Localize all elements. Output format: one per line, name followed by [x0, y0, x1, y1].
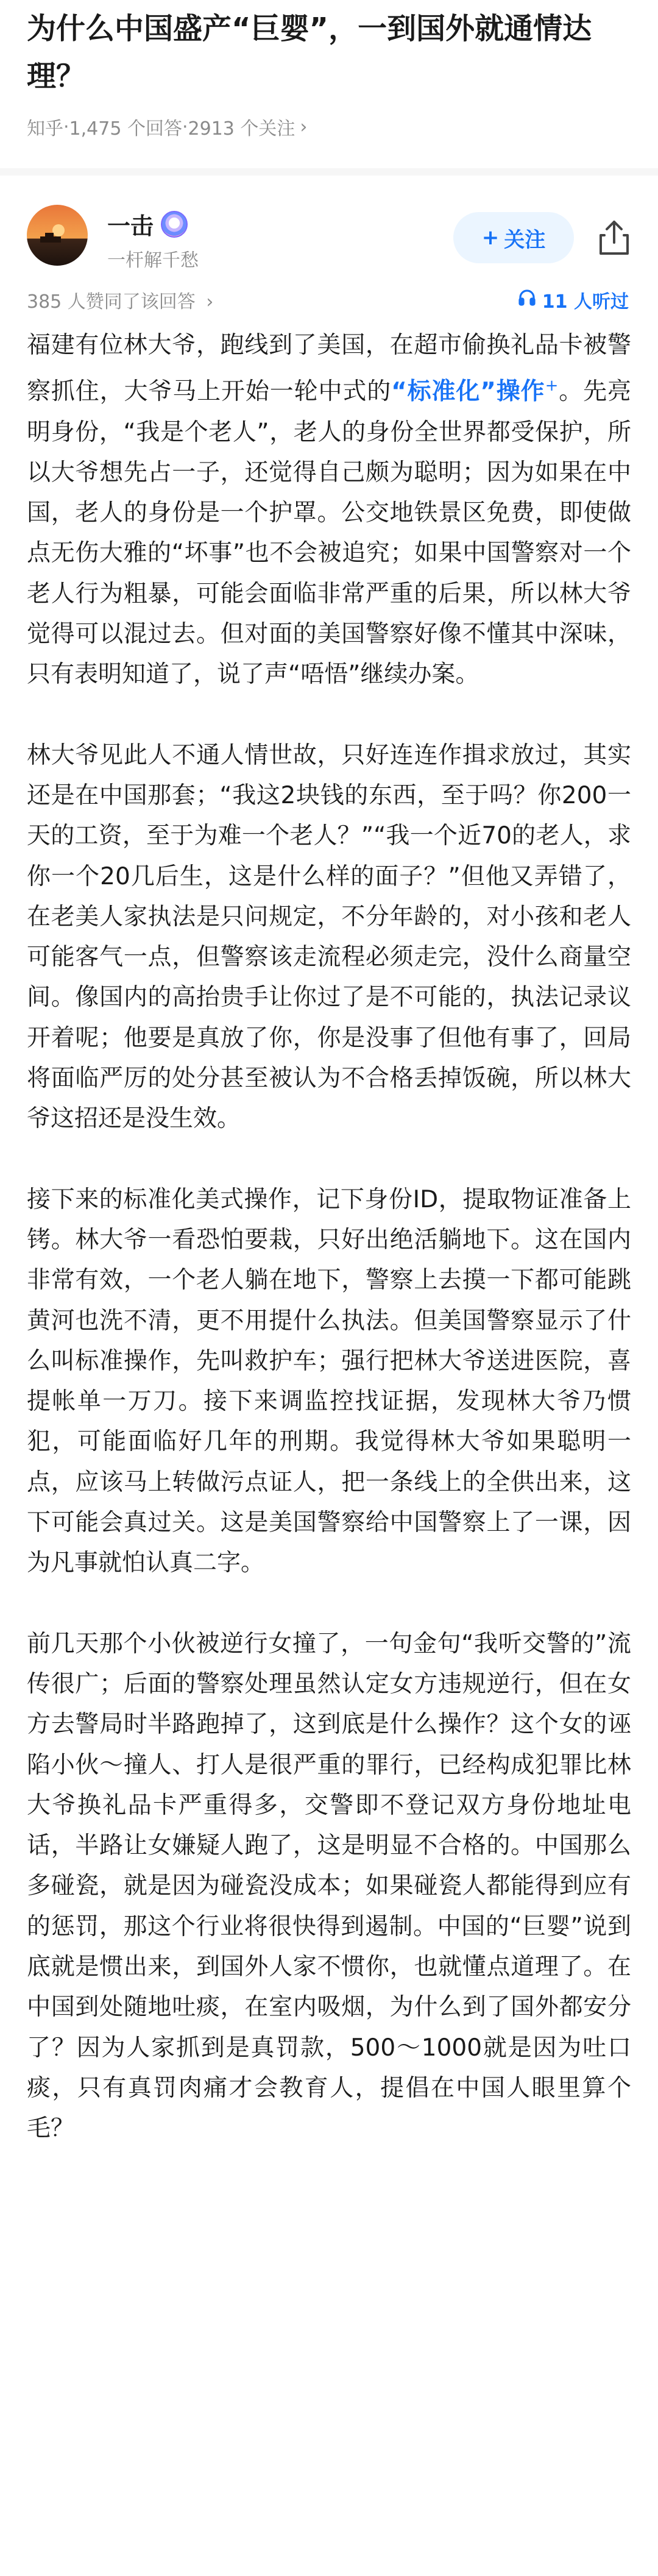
plus-icon: + — [481, 225, 500, 250]
listen-label: 11 人听过 — [542, 291, 629, 313]
keyword-link[interactable]: “标准化”操作 — [391, 378, 545, 406]
headphones-icon — [518, 288, 536, 311]
answer-paragraph — [27, 325, 631, 695]
upvote-count[interactable] — [27, 286, 213, 313]
site-name: 知乎 — [27, 118, 63, 140]
answer-count: 1,475 个回答 — [69, 118, 182, 140]
question-title[interactable]: 为什么中国盛产“巨婴”，一到国外就通情达理？ — [27, 12, 592, 93]
chevron-right-icon: › — [300, 116, 308, 138]
meta-separator: · — [182, 116, 188, 138]
section-divider — [0, 168, 658, 176]
share-icon[interactable] — [596, 218, 632, 257]
author-row — [0, 194, 658, 271]
author-name-text: 一击 — [107, 213, 154, 240]
follower-count: 2913 个关注 — [188, 118, 295, 140]
question-meta[interactable] — [27, 113, 307, 140]
meta-separator: · — [63, 116, 69, 138]
paragraph-text: 福建有位林大爷，跑线到了美国，在超市偷换礼品卡被警察抓住，大爷马上开始一轮中式的 — [27, 332, 631, 406]
follow-label: 关注 — [504, 227, 546, 252]
keyword-link-plus-icon: + — [545, 377, 559, 396]
answer-paragraph: 林大爷见此人不通人情世故，只好连连作揖求放过，其实还是在中国那套；“我这2块钱的东西，至于吗？你200一天的工资，至于为难一个老人？”“我一个近70的老人，求你一个20几后生，这是什么样的面子？”但他又弄错了，在老美人家执法是只问规定，不分年龄的，对小孩和老人可能客气一点，但警察该走流程必须走完，没什么商量空间。像国内的高抬贵手让你过了是不可能的，执法记录议开着呢；他要是真放了你，你是没事了但他有事了，回局将面临严厉的处分甚至被认为不合格丢掉饭碗，所以林大爷这招还是没生效。 — [27, 741, 631, 1133]
author-signature: 一杆解千愁 — [107, 250, 199, 271]
upvote-text: 385 人赞同了该回答 — [27, 291, 196, 313]
author-name[interactable] — [107, 207, 188, 241]
listen-count[interactable] — [518, 286, 629, 313]
avatar[interactable] — [27, 205, 88, 266]
chevron-right-icon: › — [206, 291, 214, 313]
answer-content — [27, 325, 631, 2189]
creator-badge-icon — [161, 211, 188, 238]
paragraph-text: 。先亮明身份，“我是个老人”，老人的身份全世界都受保护，所以大爷想先占一子，还觉得自己颇为聪明；因为如果在中国，老人的身份是一个护罩。公交地铁景区免费，即使做点无伤大雅的“坏事”也不会被追究；如果中国警察对一个老人行为粗暴，可能会面临非常严重的后果，所以林大爷觉得可以混过去。但对面的美国警察好像不懂其中深味，只有表明知道了，说了声“唔悟”继续办案。 — [27, 378, 631, 689]
answer-paragraph: 接下来的标准化美式操作，记下身份ID，提取物证准备上铐。林大爷一看恐怕要栽，只好出绝活躺地下。这在国内非常有效，一个老人躺在地下，警察上去摸一下都可能跳黄河也洗不清，更不用提什么执法。但美国警察显示了什么叫标准操作，先叫救护车；强行把林大爷送进医院，喜提帐单一万刀。接下来调监控找证据，发现林大爷乃惯犯，可能面临好几年的刑期。我觉得林大爷如果聪明一点，应该马上转做污点证人，把一条线上的全供出来，这下可能会真过关。这是美国警察给中国警察上了一课，因为凡事就怕认真二字。 — [27, 1185, 631, 1577]
follow-button[interactable] — [453, 212, 574, 263]
answer-paragraph: 前几天那个小伙被逆行女撞了，一句金句“我听交警的”流传很广；后面的警察处理虽然认定女方违规逆行，但在女方去警局时半路跑掉了，这到底是什么操作？这个女的诬陷小伙～撞人、打人是很严重的罪行，已经构成犯罪比林大爷换礼品卡严重得多，交警即不登记双方身份地址电话，半路让女嫌疑人跑了，这是明显不合格的。中国那么多碰瓷，就是因为碰瓷没成本；如果碰瓷人都能得到应有的惩罚，那这个行业将很快得到遏制。中国的“巨婴”说到底就是惯出来，到国外人家不惯你，也就懂点道理了。在中国到处随地吐痰，在室内吸烟，为什么到了国外都安分了？因为人家抓到是真罚款，500～1000就是因为吐口痰，只有真罚肉痛才会教育人，提倡在中国人眼里算个毛？ — [27, 1630, 631, 2143]
